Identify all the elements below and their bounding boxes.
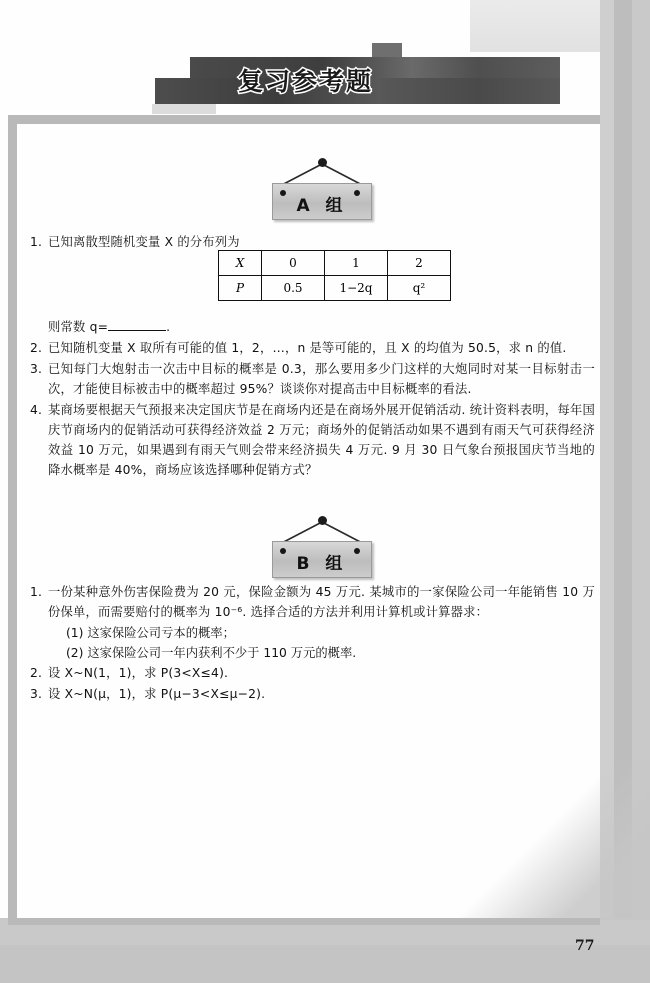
table-cell-x-1: 1 <box>325 251 388 276</box>
answer-blank <box>108 330 166 331</box>
table-header-p: P <box>219 276 262 301</box>
question-a-2 <box>30 338 595 358</box>
question-b-2 <box>30 663 595 683</box>
page-number: 77 <box>575 938 595 954</box>
table-cell-p-0: 0.5 <box>262 276 325 301</box>
question-b-2-text: 设 X~N(1，1)，求 P(3<X≤4). <box>48 666 229 680</box>
group-sign-b <box>262 516 382 578</box>
question-a-1 <box>30 232 595 252</box>
question-b-3 <box>30 684 595 704</box>
question-b-1-text: 一份某种意外伤害保险费为 20 元，保险金额为 45 万元. 某城市的一家保险公司一年能销售 10 万份保单，而需要赔付的概率为 10⁻⁶. 选择合适的方法并利用计算机或计算器求： <box>48 585 595 619</box>
table-cell-p-1: 1−2q <box>325 276 388 301</box>
group-sign-a <box>262 158 382 220</box>
question-a-4-number: 4. <box>30 403 43 417</box>
group-b-label: B 组 <box>296 554 348 574</box>
question-a-2-text: 已知随机变量 X 取所有可能的值 1，2，…，n 是等可能的，且 X 的均值为 50.5，求 n 的值. <box>48 341 567 355</box>
table-cell-x-0: 0 <box>262 251 325 276</box>
table-cell-x-2: 2 <box>388 251 451 276</box>
question-a-1-followup-text: 则常数 q= <box>48 320 109 334</box>
sign-nail-icon <box>318 516 327 525</box>
question-a-1-text: 已知离散型随机变量 X 的分布列为 <box>48 235 240 249</box>
question-b-3-text: 设 X~N(μ，1)，求 P(μ−3<X≤μ−2). <box>48 687 266 701</box>
question-a-3-text: 已知每门大炮射击一次击中目标的概率是 0.3，那么要用多少门这样的大炮同时对某一目标射击一次，才能使目标被击中的概率超过 95%？谈谈你对提高击中目标概率的看法. <box>48 362 595 396</box>
question-a-1-number: 1. <box>30 235 43 249</box>
question-b-3-number: 3. <box>30 687 43 701</box>
page-frame-bottom <box>8 918 600 925</box>
section-b-content <box>30 582 595 705</box>
question-a-2-number: 2. <box>30 341 43 355</box>
table-row-x <box>219 251 451 276</box>
banner-block-tail <box>152 104 216 114</box>
sign-nail-icon <box>318 158 327 167</box>
question-a-4 <box>30 400 595 480</box>
table-header-x: X <box>219 251 262 276</box>
table-cell-p-2: q² <box>388 276 451 301</box>
plaque-a <box>272 183 372 220</box>
chapter-banner <box>0 0 650 115</box>
question-a-1-followup <box>30 317 595 337</box>
question-a-4-text: 某商场要根据天气预报来决定国庆节是在商场内还是在商场外展开促销活动. 统计资料表明，每年国庆节商场内的促销活动可获得经济效益 2 万元；商场外的促销活动如果不遇到有雨天气可获得经济效益 10 万元，如果遇到有雨天气则会带来经济损失 4 万元. 9 月 30 日气象台预报国庆节当地的降水概率是 40%，商场应该选择哪种促销方式？ <box>48 403 595 477</box>
group-a-label: A 组 <box>296 196 348 216</box>
question-b-1-sub-2: (2) 这家保险公司一年内获利不少于 110 万元的概率. <box>66 646 357 660</box>
scan-edge-bottom-2 <box>0 945 650 983</box>
question-a-3-number: 3. <box>30 362 43 376</box>
question-a-1-followup-tail: . <box>166 320 171 334</box>
question-b-1-number: 1. <box>30 585 43 599</box>
question-a-3 <box>30 359 595 399</box>
banner-title: 复习参考题 <box>238 67 374 96</box>
distribution-table <box>218 250 451 301</box>
table-row-p <box>219 276 451 301</box>
plaque-b <box>272 541 372 578</box>
question-b-1-sub-1: (1) 这家保险公司亏本的概率； <box>66 626 235 640</box>
question-b-2-number: 2. <box>30 666 43 680</box>
question-b-1 <box>30 582 595 622</box>
